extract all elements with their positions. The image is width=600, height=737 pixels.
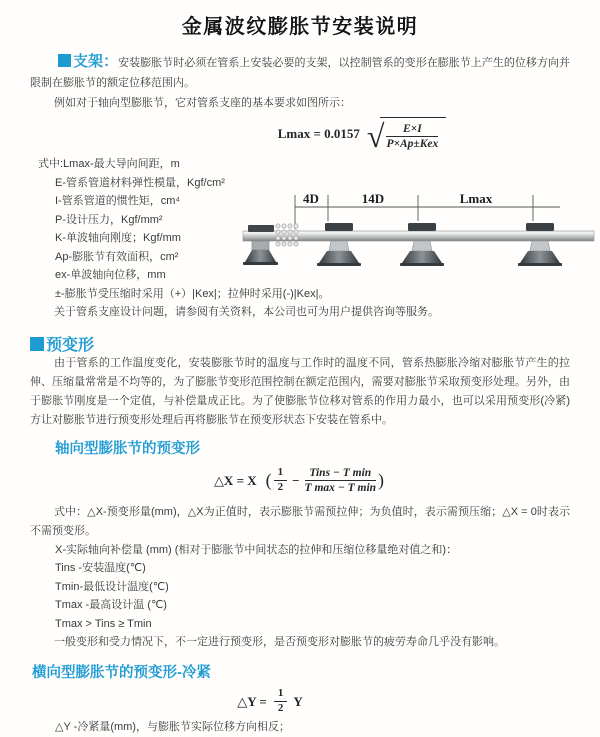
temp-denominator: T max − T min	[304, 482, 377, 495]
dy-denominator: 2	[277, 702, 284, 715]
temp-definition: Tins -安装温度(℃)	[55, 562, 146, 575]
support-note: 关于管系支座设计问题，请参阅有关资料，本公司也可为用户提供咨询等服务。	[54, 306, 439, 318]
support-section-heading: 支架：	[73, 53, 119, 70]
dy-formula-rhs: Y	[293, 693, 303, 709]
variable-item: Ap-膨胀节有效面积，cm²	[55, 250, 179, 263]
square-root	[367, 117, 446, 152]
lateral-subheading: 横向型膨胀节的预变形-冷紧	[32, 664, 211, 681]
axial-note: 一般变形和受力情况下，不一定进行预变形，是否预变形对膨胀节的疲劳寿命几乎没有影响。	[54, 636, 505, 649]
guide-support	[317, 223, 361, 266]
predeform-paragraph: 由于管系的工作温度变化，安装膨胀节时的温度与工作时的温度不同，管系热膨胀冷缩对膨胀节产生的拉伸、压缩量常常是不均等的，为了膨胀节变形范围控制在额定范围内，需要对膨胀节采取预变形处理。另外，由于膨胀节刚度是一个定值，与补偿量成正比。为了使膨胀节位移对管系的作用力最小，也可以采用预变形(冷紧)方让对膨胀节进行预变形处理后再将膨胀节在预变形状态下安装在管系中。	[30, 356, 570, 427]
close-paren: )	[378, 470, 385, 491]
variable-item: K-单波轴向刚度；Kgf/mm	[55, 232, 181, 244]
variable-list-block	[30, 155, 570, 322]
section-square-icon	[58, 54, 71, 67]
dy-numerator: 1	[274, 687, 288, 702]
half-denominator: 2	[277, 481, 284, 494]
open-paren: (	[265, 470, 272, 491]
predeform-section-heading	[30, 332, 570, 352]
support-intro-paragraph	[30, 52, 570, 93]
delta-x-formula	[30, 463, 570, 499]
temp-inequality: Tmax > Tins ≥ Tmin	[55, 617, 152, 630]
where-clause: 式中:Lmax-最大导向间距，m	[38, 158, 180, 170]
anchor-support	[243, 225, 278, 265]
axial-x-definition: X-实际轴向补偿量 (mm) (相对于膨胀节中间状态的拉伸和压缩位移量绝对值之和)：	[55, 543, 458, 556]
minus-sign: −	[292, 472, 300, 488]
y-definition: △Y -冷紧量(mm)，与膨胀节实际位移方向相反；	[55, 720, 290, 733]
dy-formula-lhs: △Y =	[237, 693, 267, 709]
temp-definition: Tmax -最高设计温 (℃)	[55, 599, 167, 612]
dimension-label-4d: 4D	[303, 191, 319, 206]
radical-icon: √	[366, 117, 385, 154]
lmax-fraction-numerator: E×I	[386, 122, 438, 137]
temperature-fraction	[305, 466, 377, 496]
variable-item: E-管系管道材料弹性模量，Kgf/cm²	[55, 176, 225, 189]
predeform-heading-label: 预变形	[46, 336, 95, 354]
delta-y-formula	[0, 689, 540, 715]
dimension-label-lmax: Lmax	[459, 191, 493, 206]
pipe-support-diagram	[238, 189, 598, 284]
axial-where-paragraph: 式中：△X-预变形量(mm)，△X为正值时，表示膨胀节需预拉伸；为负值时，表示需预压缩；△X = 0时表示不需预变形。	[30, 505, 570, 537]
dx-formula-lhs: △X = X	[213, 472, 257, 488]
temp-definition: Tmin-最低设计温度(℃)	[55, 580, 169, 593]
variable-item: ex-单波轴向位移，mm	[55, 269, 166, 281]
variable-item: ±-膨胀节受压缩时采用（+）|Kex|；拉伸时采用(-)|Kex|。	[55, 287, 330, 300]
section-square-icon	[30, 337, 44, 351]
guide-support	[400, 223, 444, 266]
root-content	[380, 117, 446, 152]
dimension-label-14d: 14D	[361, 191, 385, 206]
support-intro-text: 安装膨胀节时必须在管系上安装必要的支架，以控制管系的变形在膨胀节上产生的位移方向并限制在膨胀节的额定位移范围内。	[30, 57, 570, 89]
temp-numerator: Tins − T min	[305, 466, 377, 481]
variable-item: I-管系管道的惯性矩，cm⁴	[55, 195, 181, 207]
dy-half-fraction	[274, 687, 288, 716]
half-numerator: 1	[274, 466, 288, 481]
page-title: 金属波纹膨胀节安装说明	[181, 16, 419, 38]
guide-support	[518, 223, 562, 266]
lmax-formula	[92, 117, 600, 154]
half-fraction	[274, 466, 288, 495]
axial-subheading: 轴向型膨胀节的预变形	[55, 440, 200, 457]
lmax-fraction-denominator: P×Ap±Kex	[386, 138, 439, 150]
lmax-fraction	[386, 122, 438, 152]
lmax-formula-lhs: Lmax = 0.0157	[277, 126, 360, 141]
variable-item: P-设计压力，Kgf/mm²	[55, 213, 163, 226]
support-example-text: 例如对于轴向型膨胀节，它对管系支座的基本要求如图所示：	[54, 97, 351, 109]
